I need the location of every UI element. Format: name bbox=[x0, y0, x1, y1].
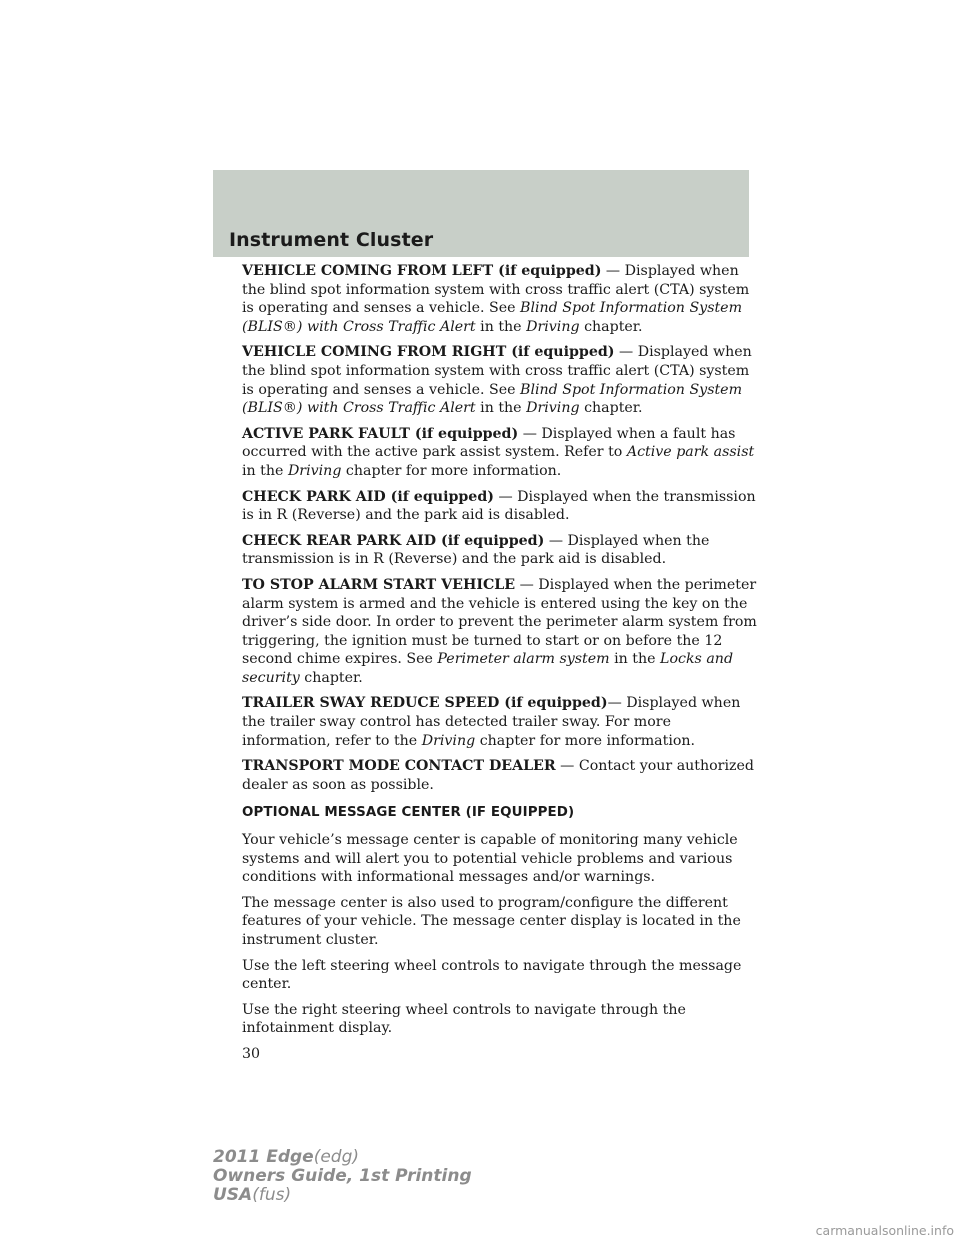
footer-printing: Owners Guide, 1st Printing bbox=[213, 1166, 472, 1186]
entry-to-stop-alarm-start-vehicle bbox=[242, 576, 762, 688]
entry-text: chapter for more information. bbox=[475, 732, 696, 749]
paragraph: Use the left steering wheel controls to navigate through the message center. bbox=[242, 957, 742, 993]
paragraph: Your vehicle’s message center is capable of monitoring many vehicle systems and will alert you to potential vehicle problems and various conditions with informational messages and/or warnings. bbox=[242, 832, 738, 886]
entry-text: — Contact your authorized dealer as soon as possible. bbox=[242, 758, 754, 793]
entry-term: ACTIVE PARK FAULT (if equipped) bbox=[242, 425, 519, 442]
cross-reference: Perimeter alarm system bbox=[437, 651, 610, 668]
cross-reference: Active park assist bbox=[626, 444, 755, 461]
entry-text: chapter. bbox=[299, 669, 363, 686]
footer-model-code: (edg) bbox=[313, 1147, 360, 1167]
footer-line-market bbox=[213, 1186, 472, 1205]
chapter-title: Instrument Cluster bbox=[229, 229, 434, 251]
page-content bbox=[242, 262, 762, 1064]
footer-market: USA bbox=[213, 1185, 253, 1205]
page-number: 30 bbox=[242, 1045, 261, 1062]
entry-text: — Displayed when the transmission is in R (Reverse) and the park aid is disabled. bbox=[242, 488, 756, 524]
entry-term: VEHICLE COMING FROM LEFT (if equipped) bbox=[242, 263, 602, 279]
paragraph: The message center is also used to program/configure the different features of your vehicle. The message center display is located in the instrument cluster. bbox=[242, 894, 741, 948]
entry-text: in the bbox=[475, 318, 527, 335]
entry-term: CHECK PARK AID (if equipped) bbox=[242, 488, 494, 505]
entry-text: — Displayed when the transmission is in R (Reverse) and the park aid is disabled. bbox=[242, 532, 710, 568]
cross-reference: Blind Spot Information System (BLIS®) with Cross Traffic Alert bbox=[242, 300, 743, 335]
footer-line-model bbox=[213, 1148, 472, 1167]
chapter-reference: Driving bbox=[526, 318, 580, 335]
entry-transport-mode-contact-dealer bbox=[242, 757, 762, 794]
entry-text: in the bbox=[475, 400, 527, 417]
chapter-reference: Driving bbox=[526, 400, 580, 417]
entry-text: chapter. bbox=[579, 400, 643, 417]
entry-text: — Displayed when a fault has occurred with the active park assist system. Refer to bbox=[242, 425, 736, 461]
entry-term: TRANSPORT MODE CONTACT DEALER bbox=[242, 758, 556, 775]
footer-market-code: (fus) bbox=[252, 1185, 292, 1205]
entry-text: — Displayed when the blind spot information system with cross traffic alert (CTA) system is operating and senses a vehicle. See bbox=[242, 344, 752, 398]
entry-text: chapter. bbox=[579, 318, 643, 335]
entry-text: chapter for more information. bbox=[341, 462, 562, 479]
entry-term: CHECK REAR PARK AID (if equipped) bbox=[242, 532, 545, 549]
paragraph: Use the right steering wheel controls to navigate through the infotainment display. bbox=[242, 1001, 686, 1037]
footer-model: 2011 Edge bbox=[213, 1147, 314, 1167]
entry-text: — Displayed when the trailer sway control has detected trailer sway. For more information, refer to the bbox=[242, 695, 741, 749]
document-footer bbox=[213, 1148, 472, 1205]
entry-term: TRAILER SWAY REDUCE SPEED (if equipped) bbox=[242, 695, 608, 712]
chapter-reference: Locks and security bbox=[242, 651, 734, 686]
watermark: carmanualsonline.info bbox=[815, 1223, 954, 1238]
entry-check-park-aid bbox=[242, 488, 762, 525]
chapter-reference: Driving bbox=[421, 732, 476, 749]
entry-term: VEHICLE COMING FROM RIGHT (if equipped) bbox=[242, 344, 615, 361]
entry-active-park-fault bbox=[242, 425, 762, 481]
chapter-header-band bbox=[213, 170, 749, 257]
entry-vehicle-coming-from-left bbox=[242, 262, 762, 336]
entry-text: in the bbox=[609, 651, 661, 668]
entry-term: TO STOP ALARM START VEHICLE bbox=[242, 576, 516, 593]
section-heading: OPTIONAL MESSAGE CENTER (IF EQUIPPED) bbox=[242, 805, 575, 821]
entry-text: in the bbox=[242, 462, 288, 479]
entry-trailer-sway-reduce-speed bbox=[242, 694, 762, 750]
entry-text: — Displayed when the blind spot information system with cross traffic alert (CTA) system is operating and senses a vehicle. See bbox=[242, 263, 750, 317]
chapter-reference: Driving bbox=[287, 462, 342, 479]
entry-text: — Displayed when the perimeter alarm system is armed and the vehicle is entered using the key on the driver’s side door. In order to prevent the perimeter alarm system from triggering, the ignition must be turned to start or on before the 12 second chime expires. See bbox=[242, 576, 757, 668]
entry-vehicle-coming-from-right bbox=[242, 343, 762, 417]
cross-reference: Blind Spot Information System (BLIS®) with Cross Traffic Alert bbox=[242, 381, 743, 417]
entry-check-rear-park-aid bbox=[242, 532, 762, 569]
